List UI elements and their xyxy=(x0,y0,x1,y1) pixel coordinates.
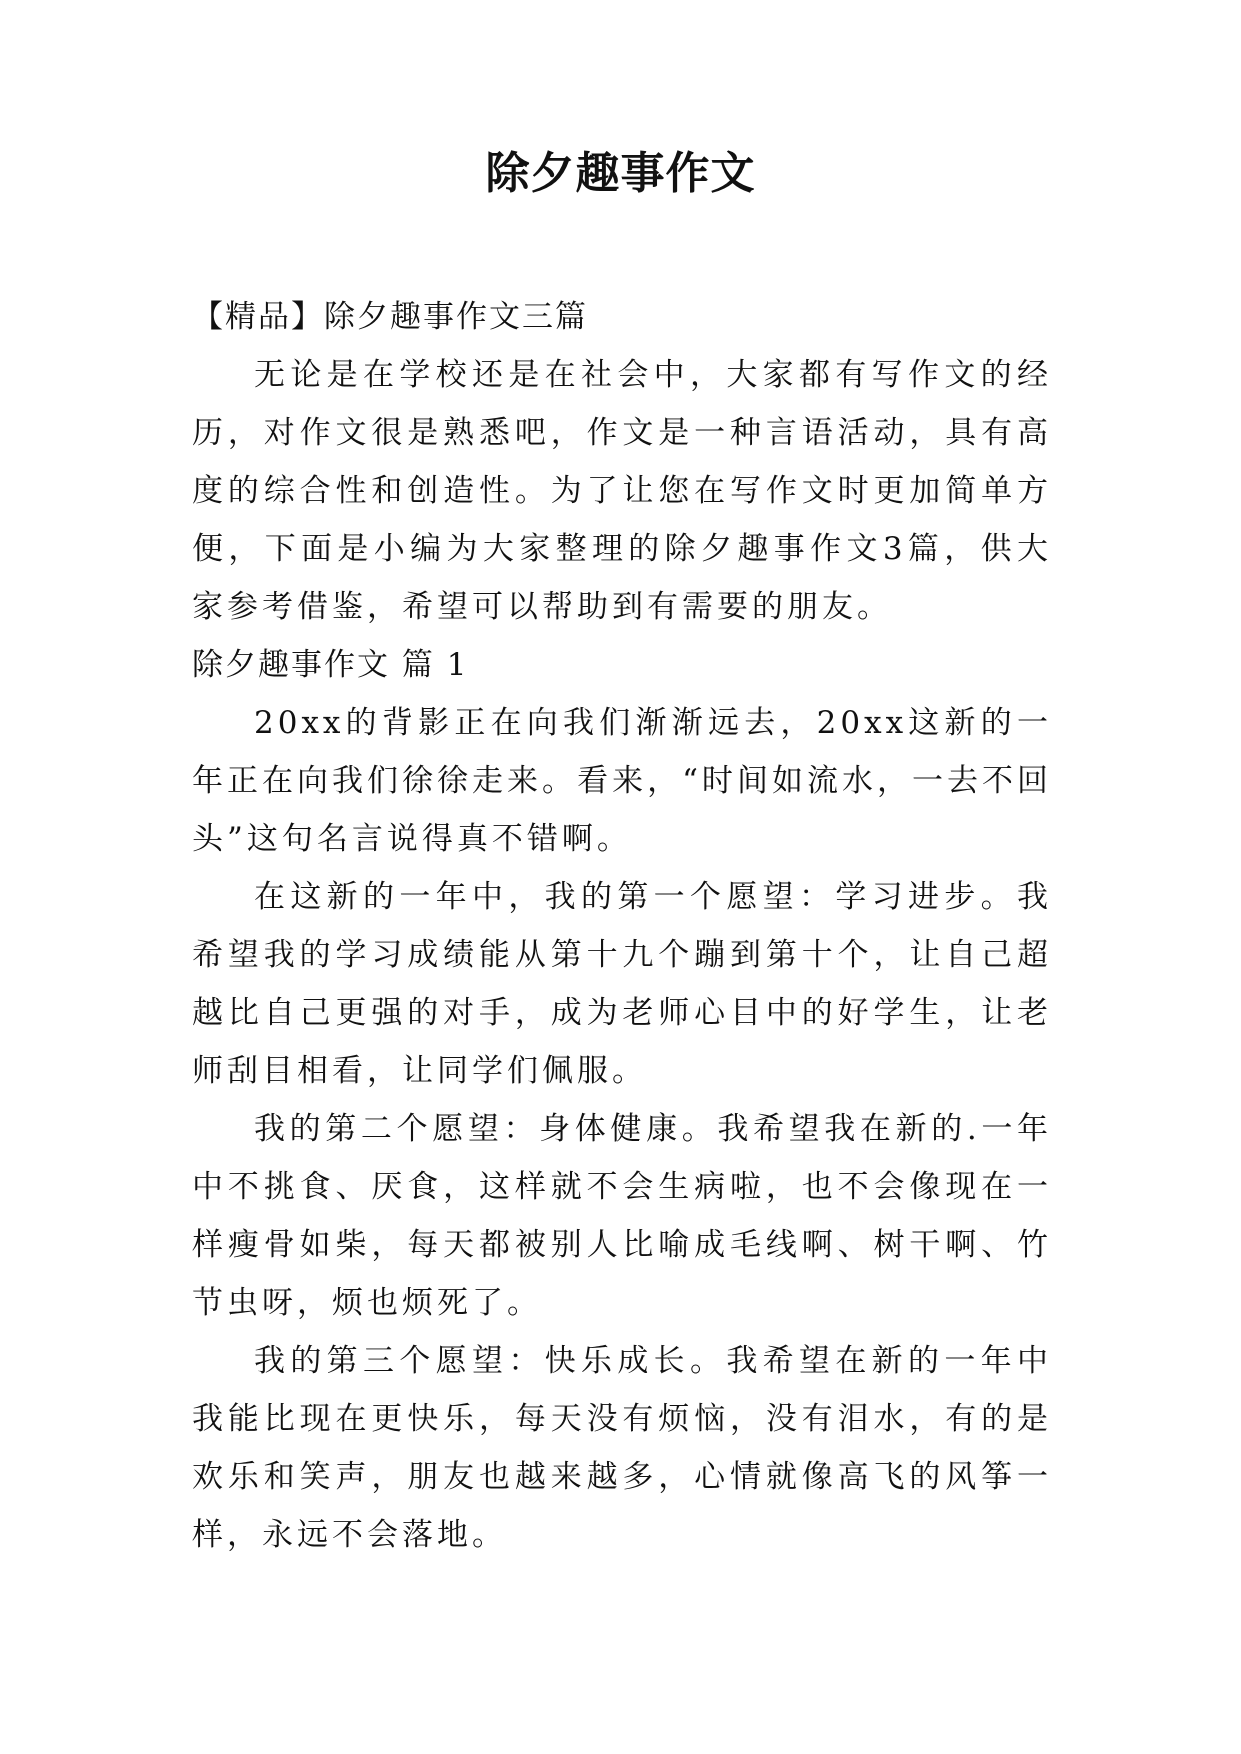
document-title: 除夕趣事作文 xyxy=(485,148,756,199)
intro-paragraph: 无论是在学校还是在社会中，大家都有写作文的经历，对作文很是熟悉吧，作文是一种言语活动，具有高度的综合性和创造性。为了让您在写作文时更加简单方便，下面是小编为大家整理的除夕趣事作文3篇，供大家参考借鉴，希望可以帮助到有需要的朋友。 xyxy=(192,357,1052,625)
body-paragraph-3: 我的第二个愿望：身体健康。我希望我在新的.一年中不挑食、厌食，这样就不会生病啦，也不会像现在一样瘦骨如柴，每天都被别人比喻成毛线啊、树干啊、竹节虫呀，烦也烦死了。 xyxy=(192,1111,1052,1321)
body-paragraph-2: 在这新的一年中，我的第一个愿望：学习进步。我希望我的学习成绩能从第十九个蹦到第十个，让自己超越比自己更强的对手，成为老师心目中的好学生，让老师刮目相看，让同学们佩服。 xyxy=(192,879,1052,1089)
document-body xyxy=(192,288,1052,1564)
document-subtitle: 【精品】除夕趣事作文三篇 xyxy=(192,299,588,335)
section-heading: 除夕趣事作文 篇 1 xyxy=(192,647,469,683)
body-paragraph-1: 20xx的背影正在向我们渐渐远去，20xx这新的一年正在向我们徐徐走来。看来，“时间如流水，一去不回头”这句名言说得真不错啊。 xyxy=(192,705,1052,857)
body-paragraph-4: 我的第三个愿望：快乐成长。我希望在新的一年中我能比现在更快乐，每天没有烦恼，没有泪水，有的是欢乐和笑声，朋友也越来越多，心情就像高飞的风筝一样，永远不会落地。 xyxy=(192,1343,1052,1553)
